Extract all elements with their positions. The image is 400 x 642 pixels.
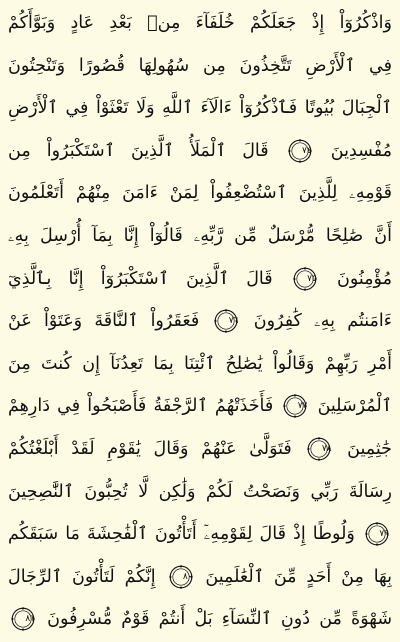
ayah-number-marker [283,394,307,418]
ayah-number-marker [214,309,238,333]
ayah-number: ٨٠ [182,571,193,582]
verse-text: فَتَوَلَّىٰ عَنْهُمْ وَقَالَ يَٰقَوْمِ لَقَدْ أَبْلَغْتُكُمْ [8,438,292,459]
verse-text: إِنَّكُمْ لَتَأْتُونَ ٱلرِّجَالَ [8,566,156,587]
verse-line [8,343,392,386]
ayah-number-marker [293,267,317,291]
ayah-number: ٧٧ [297,401,308,412]
ayah-number: ٧٥ [307,273,317,284]
verse-text: فَعَقَرُواْ ٱلنَّاقَةَ وَعَتَوْاْ عَنْ [8,311,200,332]
ayah-number-marker [169,565,193,589]
verse-text: فِي ٱلْأَرْضِ تَتَّخِذُونَ مِن سُهُولِهَا قُصُورًا وَتَنْحِتُونَ [8,55,392,76]
verse-text: ٱلْجِبَالَ بُيُوتًا فَٱذْكُرُوٓاْ ءَالَآءَ ٱللَّهِ وَلَا تَعْثَوْاْ فِي ٱلْأَرْضِ [8,98,392,119]
ayah-number-marker [307,437,331,461]
verse-text: ٱلْمُرْسَلِينَ [317,396,392,417]
verse-line [8,556,392,599]
verse-text: قَالَ ٱلْمَلَأُ ٱلَّذِينَ ٱسْتَكْبَرُواْ مِن [8,140,269,161]
verse-text: أَنَّ صَٰلِحًا مُّرْسَلٌ مِّن رَّبِّهِۦ قَالُوٓاْ إِنَّا بِمَآ أُرْسِلَ بِهِۦ [8,225,392,246]
verse-line [8,428,392,471]
ayah-number: ٨١ [25,614,35,625]
verse-line [8,385,392,428]
ayah-number: ٧٩ [379,529,389,540]
ayah-number: ٧٦ [228,316,239,327]
verse-line [8,45,392,88]
ayah-number: ٧٨ [321,443,332,454]
verse-text: وَلُوطًا إِذْ قَالَ لِقَوْمِهِۦٓ أَتَأْتُونَ ٱلْفَٰحِشَةَ مَا سَبَقَكُم [8,524,355,545]
verse-line [8,87,392,130]
ayah-number-marker [365,522,389,546]
verse-text: قَالَ ٱلَّذِينَ ٱسْتَكْبَرُوٓاْ إِنَّا بِٱلَّذِيٓ [8,268,273,289]
ayah-number-marker [288,139,312,163]
verse-text: فَأَخَذَتْهُمُ ٱلرَّجْفَةُ فَأَصْبَحُواْ فِي دَارِهِمْ [8,396,274,417]
verse-line [8,130,392,173]
ayah-number: ٧٤ [302,145,312,156]
verse-line [8,172,392,215]
verse-text: وَاذْكُرُوٓاْ إِذْ جَعَلَكُمْ خُلَفَآءَ مِنۢ بَعْدِ عَادٍ وَبَوَّأَكُمْ [8,13,392,33]
verse-text: مُفْسِدِينَ [330,140,392,161]
verse-text: ءَامَنتُم بِهِۦ كَٰفِرُونَ [253,311,392,332]
verse-text: أَمْرِ رَبِّهِمْ وَقَالُواْ يَٰصَٰلِحُ ٱئْتِنَا بِمَا تَعِدُنَآ إِن كُنتَ مِنَ [8,353,392,374]
verse-text: جَٰثِمِينَ [347,438,392,459]
verse-text: مُؤْمِنُونَ [337,268,392,289]
ayah-number-marker [11,607,35,631]
verse-line [8,513,392,556]
verse-line [8,258,392,301]
verse-line [8,2,392,45]
verse-text: رِسَالَةَ رَبِّي وَنَصَحْتُ لَكُمْ وَلَٰكِن لَّا تُحِبُّونَ ٱلنَّٰصِحِينَ [8,481,392,502]
verse-text: بِهَا مِنْ أَحَدٍ مِّنَ ٱلْعَٰلَمِينَ [205,566,392,587]
verse-line [8,471,392,514]
verse-text: شَهْوَةً مِّن دُونِ ٱلنِّسَآءِ بَلْ أَنتُمْ قَوْمٌ مُّسْرِفُونَ [47,609,392,630]
verse-line [8,598,392,641]
verse-line [8,215,392,258]
verse-line [8,300,392,343]
verse-text: قَوْمِهِۦ لِلَّذِينَ ٱسْتُضْعِفُواْ لِمَنْ ءَامَنَ مِنْهُمْ أَتَعْلَمُونَ [8,183,392,204]
